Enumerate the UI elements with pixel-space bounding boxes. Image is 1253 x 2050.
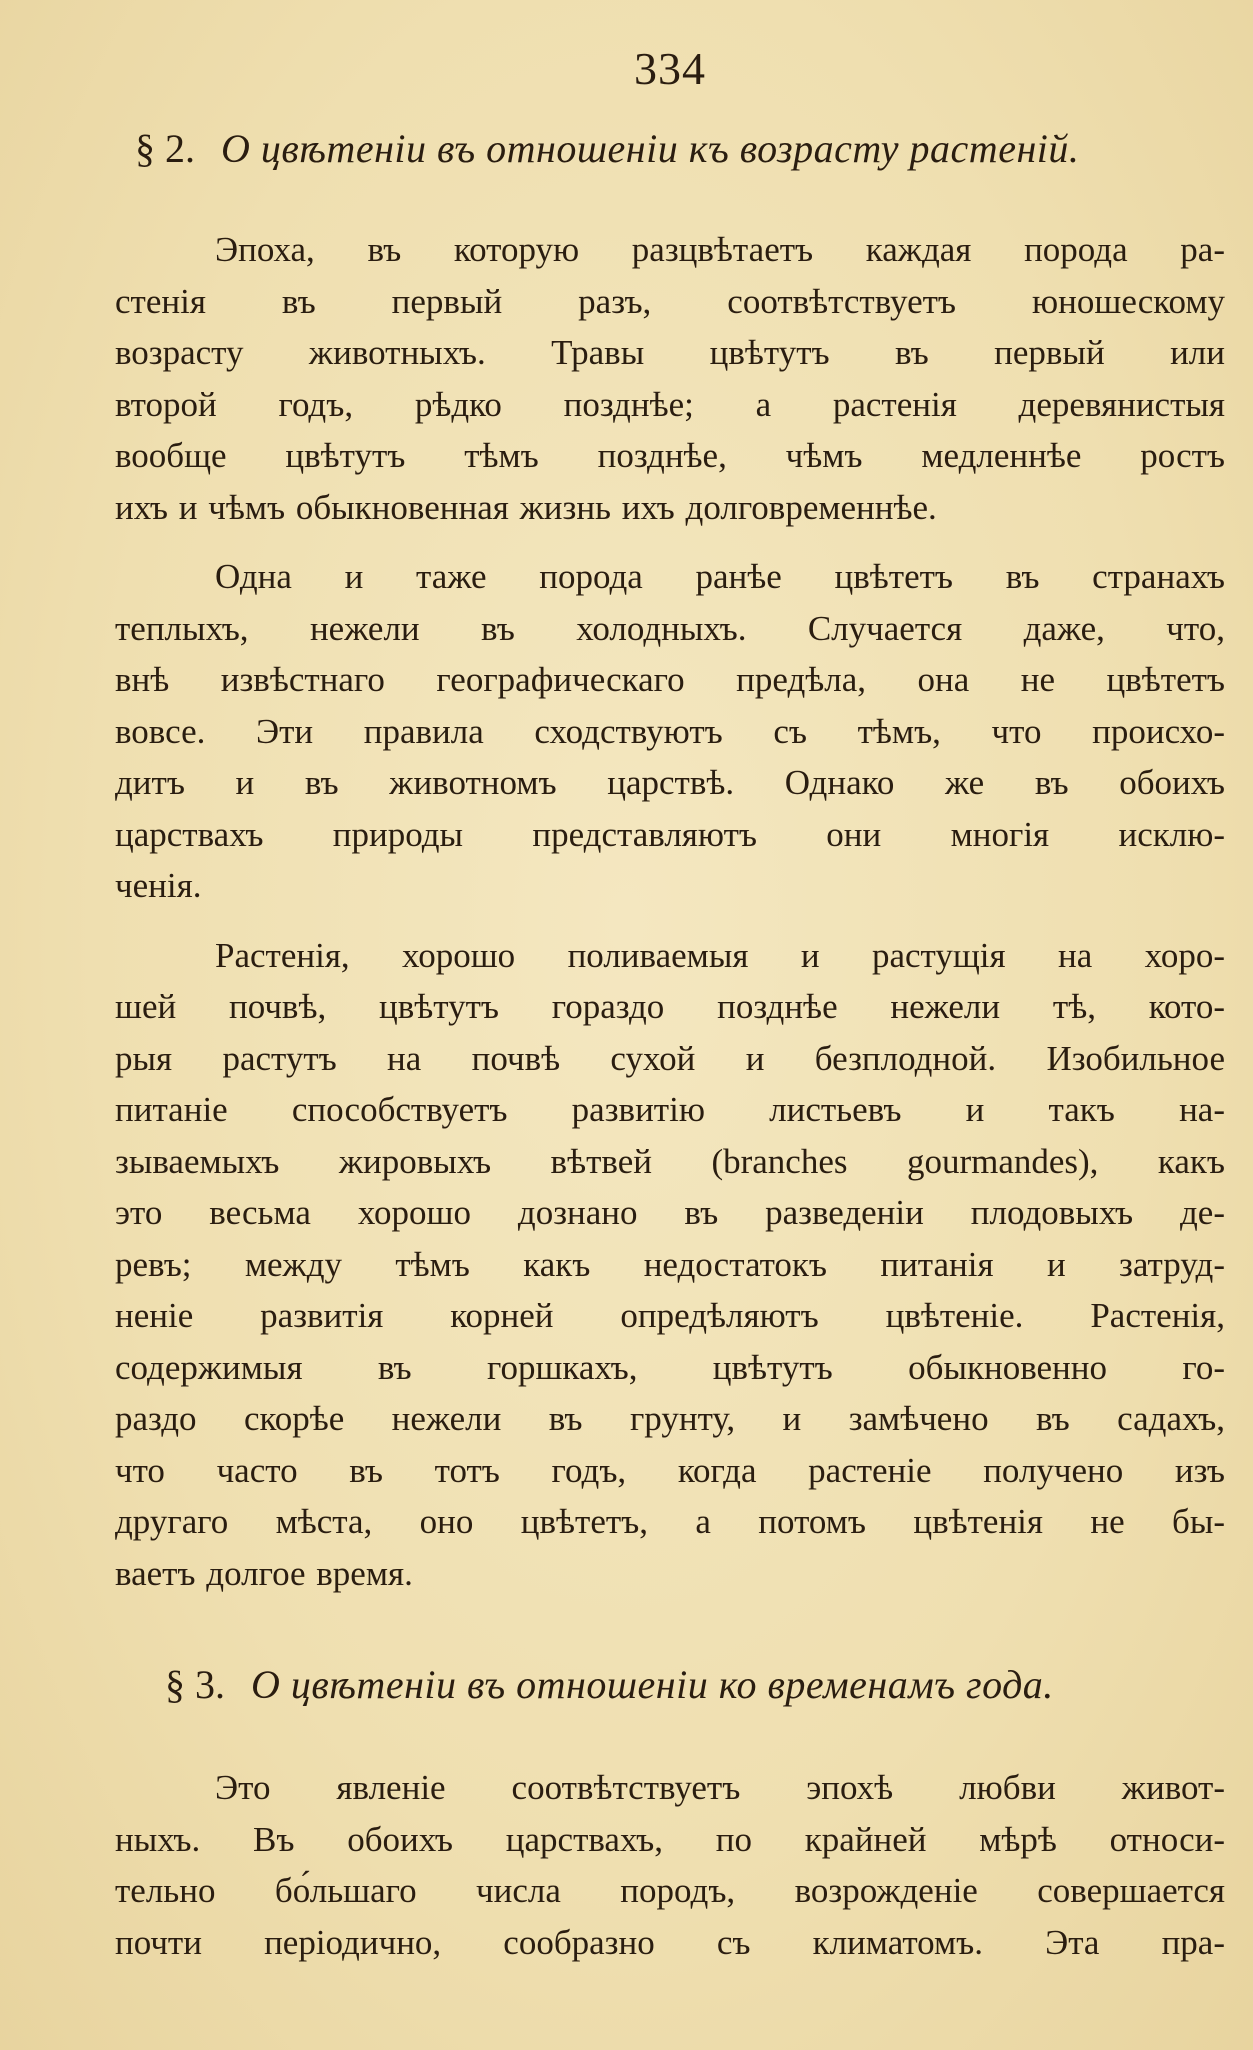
paragraph-line: зываемыхъ жировыхъ вѣтвей (branches gourmandes), какъ — [115, 1141, 1225, 1181]
paragraph-line: ченія. — [115, 866, 202, 905]
paragraph-line: ваетъ долгое время. — [115, 1553, 413, 1593]
paragraph-line: это весьма хорошо дознано въ разведеніи плодовыхъ де- — [115, 1193, 1225, 1232]
paragraph-line: ихъ и чѣмъ обыкновенная жизнь ихъ долговременнѣе. — [115, 487, 937, 527]
paragraph-line: другаго мѣста, оно цвѣтетъ, а потомъ цвѣтенія не бы- — [115, 1502, 1225, 1541]
paragraph-line: ревъ; между тѣмъ какъ недостатокъ питанія и затруд- — [115, 1244, 1225, 1284]
paragraph-line: царствахъ природы представляютъ они многія исклю- — [115, 814, 1225, 854]
paragraph-line: Одна и таже порода ранѣе цвѣтетъ въ странахъ — [215, 557, 1225, 596]
paragraph-line: шей почвѣ, цвѣтутъ гораздо позднѣе нежели тѣ, кото- — [115, 987, 1225, 1026]
paragraph-2 — [115, 551, 1225, 912]
paragraph-line: теплыхъ, нежели въ холодныхъ. Случается даже, что, — [115, 608, 1225, 648]
section-2-heading — [115, 125, 1225, 172]
paragraph-3 — [115, 930, 1225, 1600]
paragraph-line: возрасту животныхъ. Травы цвѣтутъ въ первый или — [115, 333, 1225, 372]
paragraph-line: раздо скорѣе нежели въ грунту, и замѣчено въ садахъ, — [115, 1399, 1225, 1438]
section-3-number: § 3. — [165, 1662, 225, 1707]
paragraph-line: что часто въ тотъ годъ, когда растеніе получено изъ — [115, 1450, 1225, 1490]
page — [115, 30, 1225, 1986]
paragraph-line: вообще цвѣтутъ тѣмъ позднѣе, чѣмъ медленнѣе ростъ — [115, 436, 1225, 475]
paragraph-line: почти періодично, сообразно съ климатомъ. Эта пра- — [115, 1922, 1225, 1962]
paragraph-line: стенія въ первый разъ, соотвѣтствуетъ юношескому — [115, 281, 1225, 321]
paragraph-line: внѣ извѣстнаго географическаго предѣла, она не цвѣтетъ — [115, 660, 1225, 699]
page-number: 334 — [634, 43, 706, 94]
paragraph-line: содержимыя въ горшкахъ, цвѣтутъ обыкновенно го- — [115, 1347, 1225, 1387]
paragraph-line: питаніе способствуетъ развитію листьевъ и такъ на- — [115, 1090, 1225, 1129]
paragraph-line: Это явленіе соотвѣтствуетъ эпохѣ любви живот- — [215, 1768, 1225, 1807]
paragraph-line: ныхъ. Въ обоихъ царствахъ, по крайней мѣрѣ относи- — [115, 1819, 1225, 1859]
paragraph-line: Растенія, хорошо поливаемыя и растущія на хоро- — [215, 935, 1225, 975]
section-2-title: О цвѣтеніи въ отношеніи къ возрасту растеній. — [221, 126, 1080, 171]
paragraph-line: тельно бо́льшаго числа породъ, возрожденіе совершается — [115, 1871, 1225, 1910]
paragraph-line: дитъ и въ животномъ царствѣ. Однако же въ обоихъ — [115, 763, 1225, 802]
paragraph-4 — [115, 1762, 1225, 1968]
section-3-heading — [115, 1661, 1225, 1708]
paragraph-line: рыя растутъ на почвѣ сухой и безплодной. Изобильное — [115, 1038, 1225, 1078]
section-2-number: § 2. — [135, 126, 195, 171]
paragraph-line: Эпоха, въ которую разцвѣтаетъ каждая порода ра- — [215, 230, 1225, 269]
paragraph-line: вовсе. Эти правила сходствуютъ съ тѣмъ, что происхо- — [115, 711, 1225, 751]
section-3-title: О цвѣтеніи въ отношеніи ко временамъ года. — [251, 1662, 1054, 1707]
paragraph-line: неніе развитія корней опредѣляютъ цвѣтеніе. Растенія, — [115, 1296, 1225, 1335]
paragraph-1 — [115, 224, 1225, 533]
paragraph-line: второй годъ, рѣдко позднѣе; а растенія деревянистыя — [115, 384, 1225, 424]
